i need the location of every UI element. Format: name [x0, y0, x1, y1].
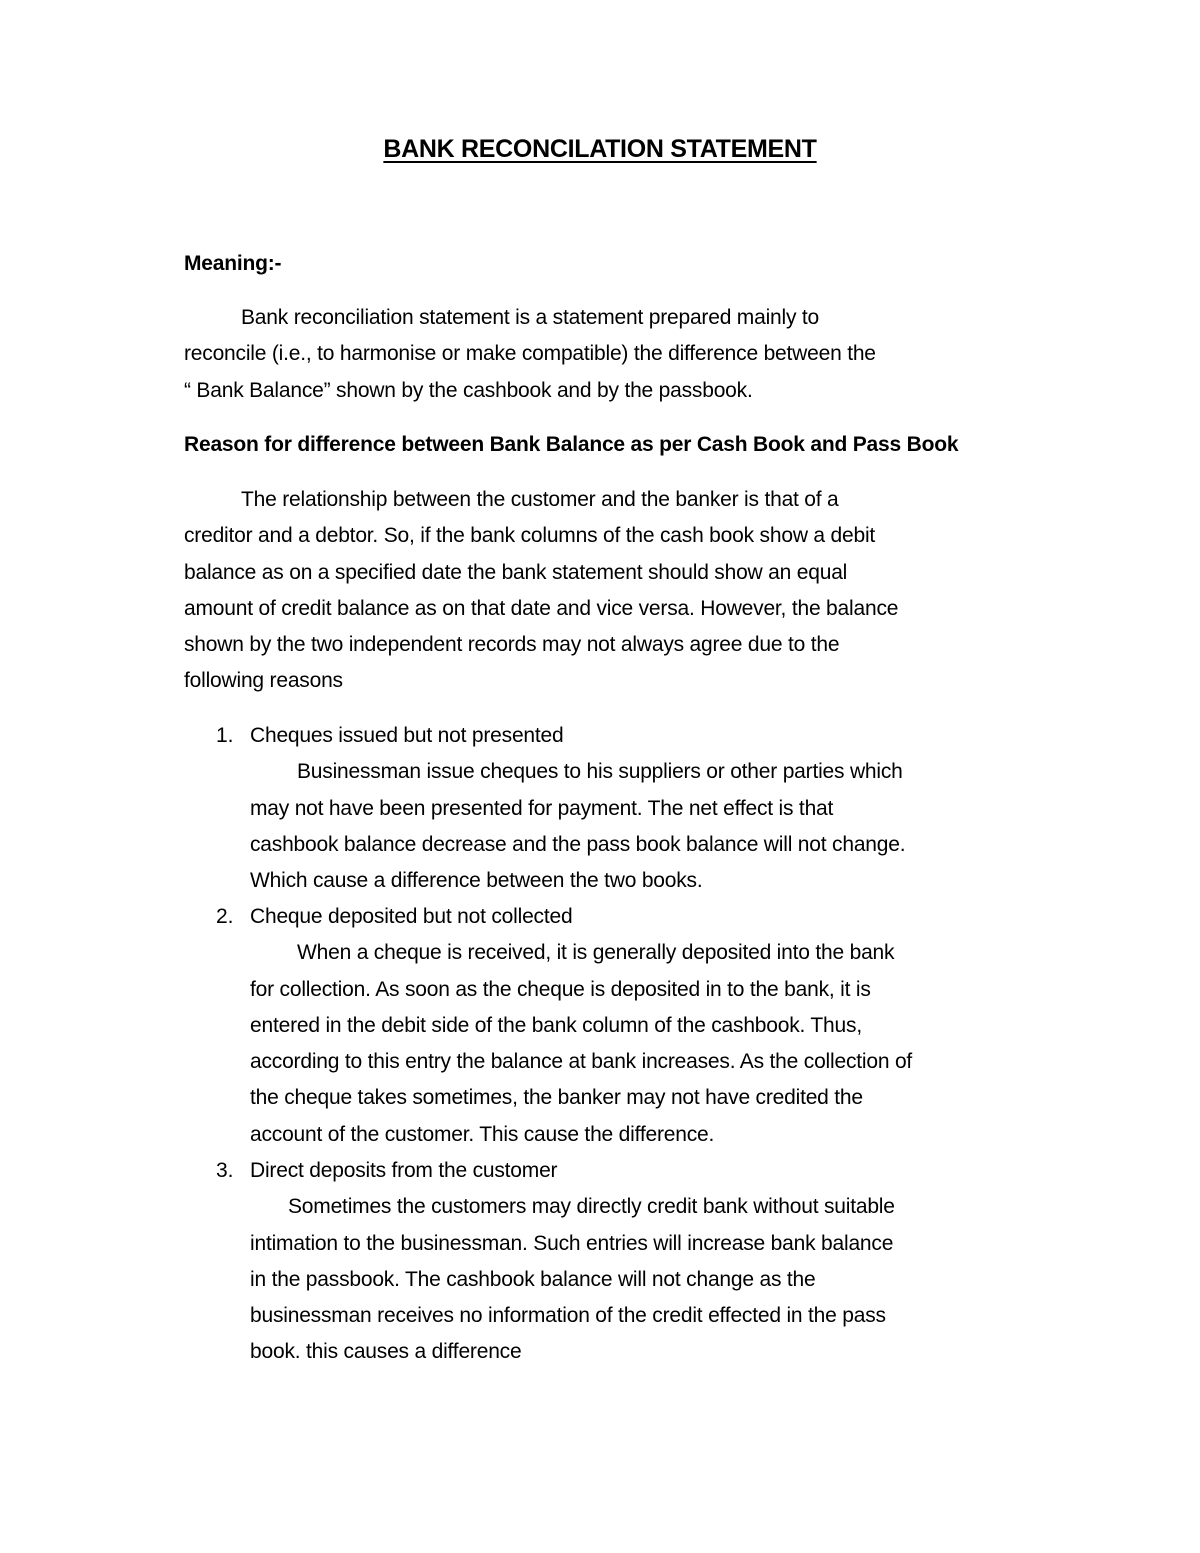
list-item-line: may not have been presented for payment. The net effect is that [250, 796, 834, 820]
list-number: 2. [216, 905, 234, 928]
paragraph-line: “ Bank Balance” shown by the cashbook and by the passbook. [184, 378, 753, 402]
list-number: 3. [216, 1159, 234, 1182]
list-item-line: account of the customer. This cause the difference. [250, 1122, 715, 1146]
list-item-line: book. this causes a difference [250, 1340, 522, 1364]
list-item [250, 1153, 895, 1371]
list-item-line: Sometimes the customers may directly credit bank without suitable [288, 1195, 895, 1219]
paragraph-line: shown by the two independent records may not always agree due to the [184, 633, 840, 657]
list-item-title: Cheque deposited but not collected [250, 905, 573, 928]
list-item [250, 718, 905, 899]
document-title: BANK RECONCILATION STATEMENT [383, 135, 817, 163]
list-item-line: for collection. As soon as the cheque is deposited in to the bank, it is [250, 977, 871, 1001]
list-item-line: Which cause a difference between the two books. [250, 869, 703, 893]
meaning-heading: Meaning:- [184, 252, 282, 275]
list-item-line: Businessman issue cheques to his suppliers or other parties which [297, 760, 903, 784]
list-item-line: the cheque takes sometimes, the banker may not have credited the [250, 1086, 863, 1110]
meaning-paragraph [184, 300, 1034, 409]
list-item-line: entered in the debit side of the bank column of the cashbook. Thus, [250, 1013, 862, 1037]
list-item-title: Direct deposits from the customer [250, 1159, 558, 1182]
paragraph-line: following reasons [184, 669, 343, 693]
paragraph-line: The relationship between the customer and the banker is that of a [241, 488, 839, 511]
paragraph-line: amount of credit balance as on that date and vice versa. However, the balance [184, 596, 899, 620]
list-item-line: businessman receives no information of the credit effected in the pass [250, 1304, 886, 1328]
list-item-line: intimation to the businessman. Such entries will increase bank balance [250, 1231, 894, 1255]
list-item-line: according to this entry the balance at bank increases. As the collection of [250, 1050, 913, 1074]
paragraph-line: Bank reconciliation statement is a statement prepared mainly to [241, 306, 820, 329]
list-number: 1. [216, 724, 234, 747]
list-item-line: When a cheque is received, it is generally deposited into the bank [297, 941, 895, 965]
reason-paragraph [184, 482, 1034, 700]
list-item-line: cashbook balance decrease and the pass book balance will not change. [250, 832, 906, 856]
paragraph-line: reconcile (i.e., to harmonise or make compatible) the difference between the [184, 342, 876, 366]
list-item-line: in the passbook. The cashbook balance will not change as the [250, 1267, 816, 1291]
reason-heading: Reason for difference between Bank Balance as per Cash Book and Pass Book [184, 433, 959, 456]
paragraph-line: creditor and a debtor. So, if the bank columns of the cash book show a debit [184, 524, 876, 548]
paragraph-line: balance as on a specified date the bank statement should show an equal [184, 560, 848, 584]
list-item-title: Cheques issued but not presented [250, 724, 564, 747]
list-item [250, 899, 912, 1153]
